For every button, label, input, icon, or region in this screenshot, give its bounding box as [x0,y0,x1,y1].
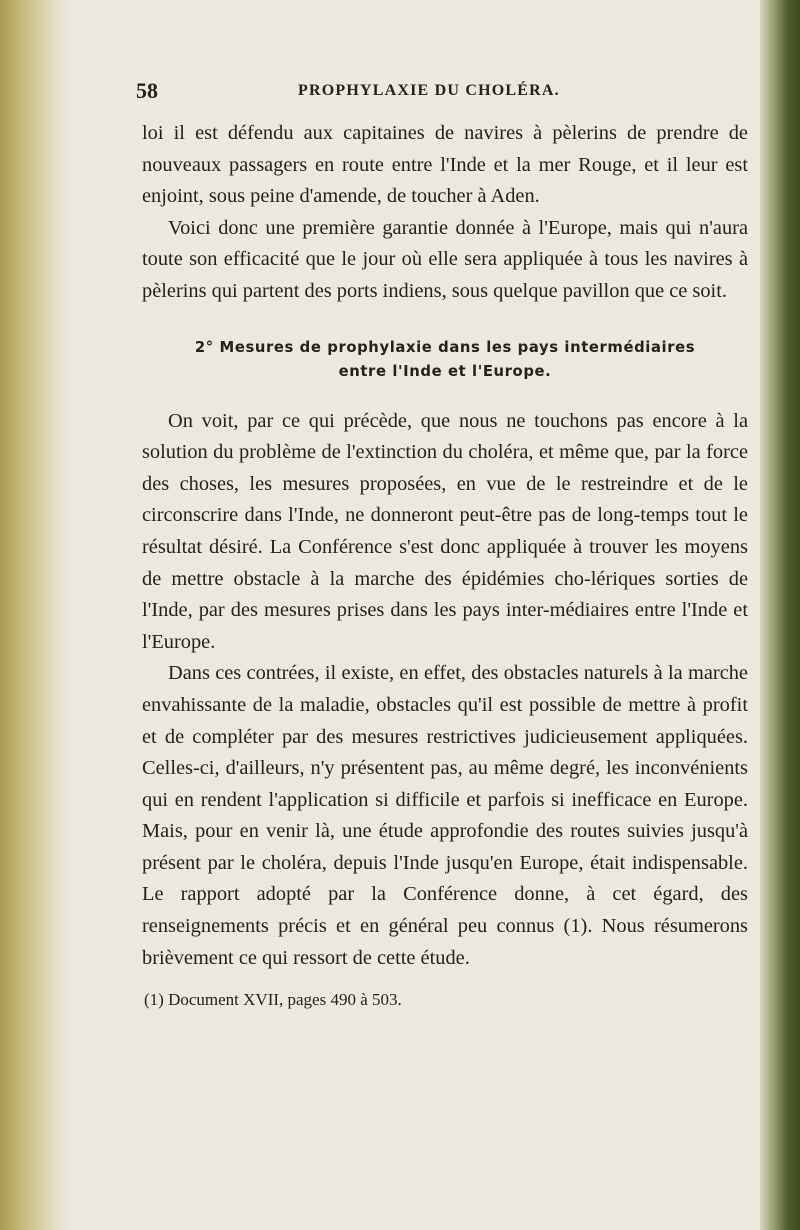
section-heading [142,336,748,384]
paragraph-4: Dans ces contrées, il existe, en effet, des obstacles naturels à la marche envahissante de la maladie, obstacles qu'il est possible de mettre à profit et de compléter par des mesures restrictives judicieusement appliquées. Celles-ci, d'ailleurs, n'y présentent pas, au même degré, les inconvénients qui en rendent l'application si difficile et parfois si inefficace en Europe. Mais, pour en venir là, une étude approfondie des routes suivies jusqu'à présent par le choléra, depuis l'Inde jusqu'en Europe, était indispensable. Le rapport adopté par la Conférence donne, à cet égard, des renseignements précis et en général peu connus (1). Nous résumerons brièvement ce qui ressort de cette étude. [142,662,748,969]
section-heading-line-2: entre l'Inde et l'Europe. [338,362,552,380]
body-text [142,118,748,974]
footnote: (1) Document XVII, pages 490 à 503. [144,990,402,1010]
book-page [112,76,752,1216]
paragraph-2: Voici donc une première garantie donnée à l'Europe, mais qui n'aura toute son efficacité que le jour où elle sera appliquée à tous les navires à pèlerins qui partent des ports indiens, sous quelque pavillon que ce soit. [142,216,748,302]
page-number: 58 [136,78,158,103]
page-right-edge [760,0,800,1230]
page-left-edge [0,0,70,1230]
running-title: PROPHYLAXIE DU CHOLÉRA. [298,82,560,99]
paragraph-3: On voit, par ce qui précède, que nous ne touchons pas encore à la solution du problème de l'extinction du choléra, et même que, par la force des choses, les mesures proposées, en vue de le restreindre et de le circonscrire dans l'Inde, ne donneront peut-être pas de long-temps tout le résultat désiré. La Conférence s'est donc appliquée à trouver les moyens de mettre obstacle à la marche des épidémies cho-lériques sorties de l'Inde, par des mesures prises dans les pays inter-médiaires entre l'Inde et l'Europe. [142,409,748,653]
section-heading-line-1: 2° Mesures de prophylaxie dans les pays intermédiaires [194,338,696,356]
paragraph-1: loi il est défendu aux capitaines de navires à pèlerins de prendre de nouveaux passagers en route entre l'Inde et la mer Rouge, et il leur est enjoint, sous peine d'amende, de toucher à Aden. [142,122,748,208]
running-head [112,76,752,106]
